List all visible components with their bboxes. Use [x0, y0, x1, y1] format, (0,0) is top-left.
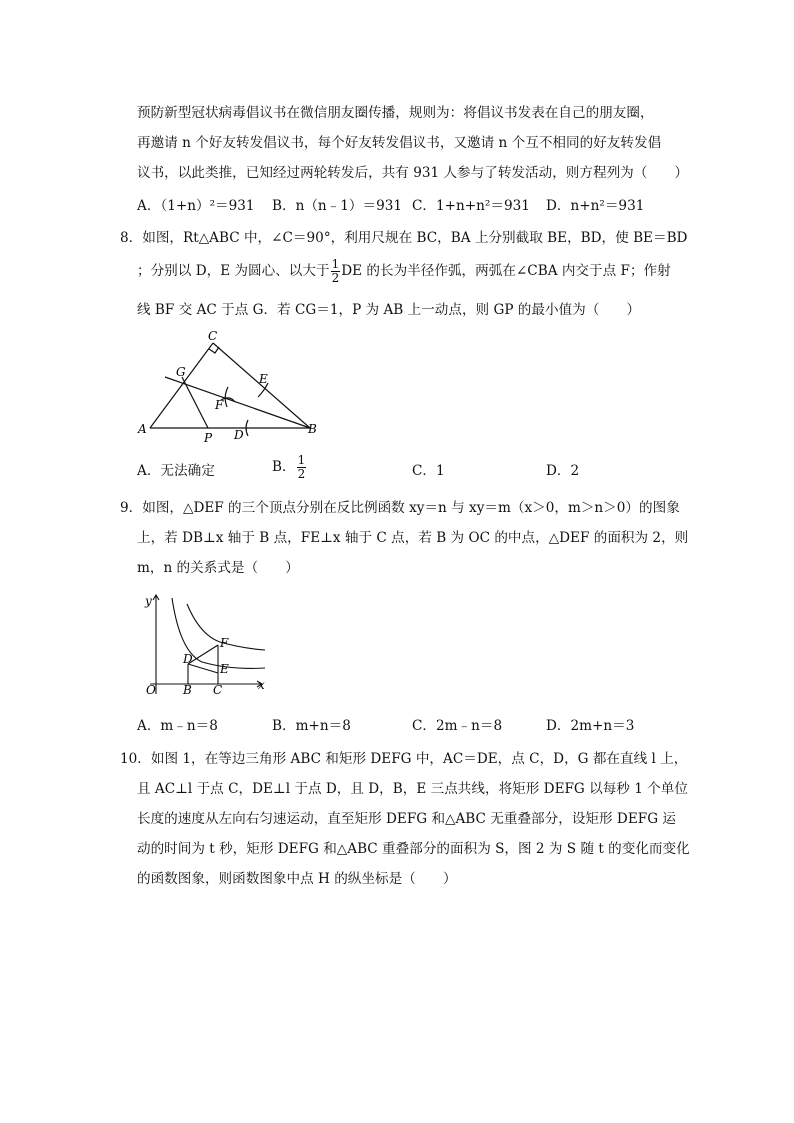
q8-option-b-num: 1	[297, 453, 306, 467]
q9-label-b: B	[183, 683, 192, 697]
q9-option-d: D．2m+n＝3	[546, 718, 635, 734]
q9-label-c: C	[213, 683, 223, 697]
q9-option-b: B．m+n＝8	[272, 718, 351, 734]
q8-arc-f1	[225, 387, 228, 407]
q8-segment-ac	[150, 343, 213, 428]
q8-label-g: G	[176, 365, 186, 379]
q9-text-line3: m，n 的关系式是（ ）	[137, 560, 299, 576]
q8-text-line2	[137, 258, 671, 285]
q8-label-p: P	[204, 431, 213, 445]
q8-option-a: A．无法确定	[137, 463, 215, 479]
q8-label-e: E	[259, 372, 268, 386]
q7-option-d: D．n+n²＝931	[546, 198, 645, 214]
q9-label-y: y	[145, 594, 152, 608]
q8-frac-den: 2	[331, 271, 340, 285]
q8-label-b: B	[308, 422, 317, 436]
q7-text-line1: 预防新型冠状病毒倡议书在微信朋友圈传播，规则为：将倡议书发表在自己的朋友圈，	[137, 105, 654, 121]
q10-text-line3: 长度的速度从左向右匀速运动，直至矩形 DEFG 和△ABC 无重叠部分，设矩形 DEFG 运	[137, 811, 676, 827]
q8-option-c: C．1	[412, 463, 445, 479]
q8-text-line2b: DE 的长为半径作弧，两弧在∠CBA 内交于点 F；作射	[341, 263, 671, 279]
q9-text-line1: 9．如图，△DEF 的三个顶点分别在反比例函数 xy＝n 与 xy＝m（x＞0，m＞n＞0）的图象	[120, 500, 680, 516]
q9-hyperbola-figure	[140, 590, 275, 700]
q10-text-line1: 10．如图 1，在等边三角形 ABC 和矩形 DEFG 中，AC＝DE，点 C，D，G 都在直线 l 上，	[120, 751, 688, 767]
q7-option-a: A．（1+n）²＝931	[137, 198, 255, 214]
q8-label-d: D	[234, 428, 244, 442]
q9-option-c: C．2m﹣n＝8	[412, 718, 503, 734]
q7-text-line2: 再邀请 n 个好友转发倡议书，每个好友转发倡议书，又邀请 n 个互不相同的好友转发倡	[137, 135, 662, 151]
q9-option-a: A．m﹣n＝8	[137, 718, 218, 734]
q9-label-o: O	[146, 683, 156, 697]
q8-option-b-den: 2	[297, 467, 306, 481]
q8-frac-num: 1	[331, 257, 340, 271]
q9-text-line2: 上，若 DB⊥x 轴于 B 点，FE⊥x 轴于 C 点，若 B 为 OC 的中点，△DEF 的面积为 2，则	[137, 530, 689, 546]
q7-option-b: B．n（n﹣1）＝931	[272, 198, 403, 214]
q8-label-f: F	[215, 398, 224, 412]
q8-text-line3: 线 BF 交 AC 于点 G．若 CG＝1，P 为 AB 上一动点，则 GP 的最小值为（ ）	[137, 302, 641, 318]
q8-ray-bf	[165, 377, 310, 428]
q7-option-c: C．1+n+n²＝931	[412, 198, 530, 214]
q8-option-b-prefix: B．	[272, 459, 296, 475]
q10-text-line2: 且 AC⊥l 于点 C，DE⊥l 于点 D，且 D，B，E 三点共线，将矩形 DEFG 以每秒 1 个单位	[137, 781, 688, 797]
q8-segment-gp	[182, 377, 208, 428]
q8-text-line2a: ；分别以 D，E 为圆心、以大于	[137, 263, 330, 279]
q9-label-e: E	[220, 662, 229, 676]
q9-label-d: D	[183, 652, 193, 666]
q8-text-line1: 8．如图，Rt△ABC 中，∠C＝90°，利用尺规在 BC，BA 上分别截取 BE，BD，使 BE＝BD	[120, 230, 688, 246]
q8-option-b-fraction	[297, 454, 307, 481]
q9-label-f: F	[220, 636, 229, 650]
q10-text-line4: 动的时间为 t 秒，矩形 DEFG 和△ABC 重叠部分的面积为 S，图 2 为 S 随 t 的变化而变化	[137, 841, 690, 857]
q8-option-b	[272, 454, 307, 481]
q8-option-d: D．2	[546, 463, 580, 479]
q8-triangle-figure	[130, 325, 330, 450]
q10-text-line5: 的函数图象，则函数图象中点 H 的纵坐标是（ ）	[137, 871, 457, 887]
q8-label-a: A	[138, 422, 147, 436]
q7-text-line3: 议书，以此类推，已知经过两轮转发后，共有 931 人参与了转发活动，则方程列为（ ）	[137, 165, 689, 181]
q8-label-c: C	[208, 329, 218, 343]
q8-fraction	[331, 258, 341, 285]
q8-right-angle-mark	[209, 347, 219, 353]
q9-label-x: x	[258, 678, 265, 692]
